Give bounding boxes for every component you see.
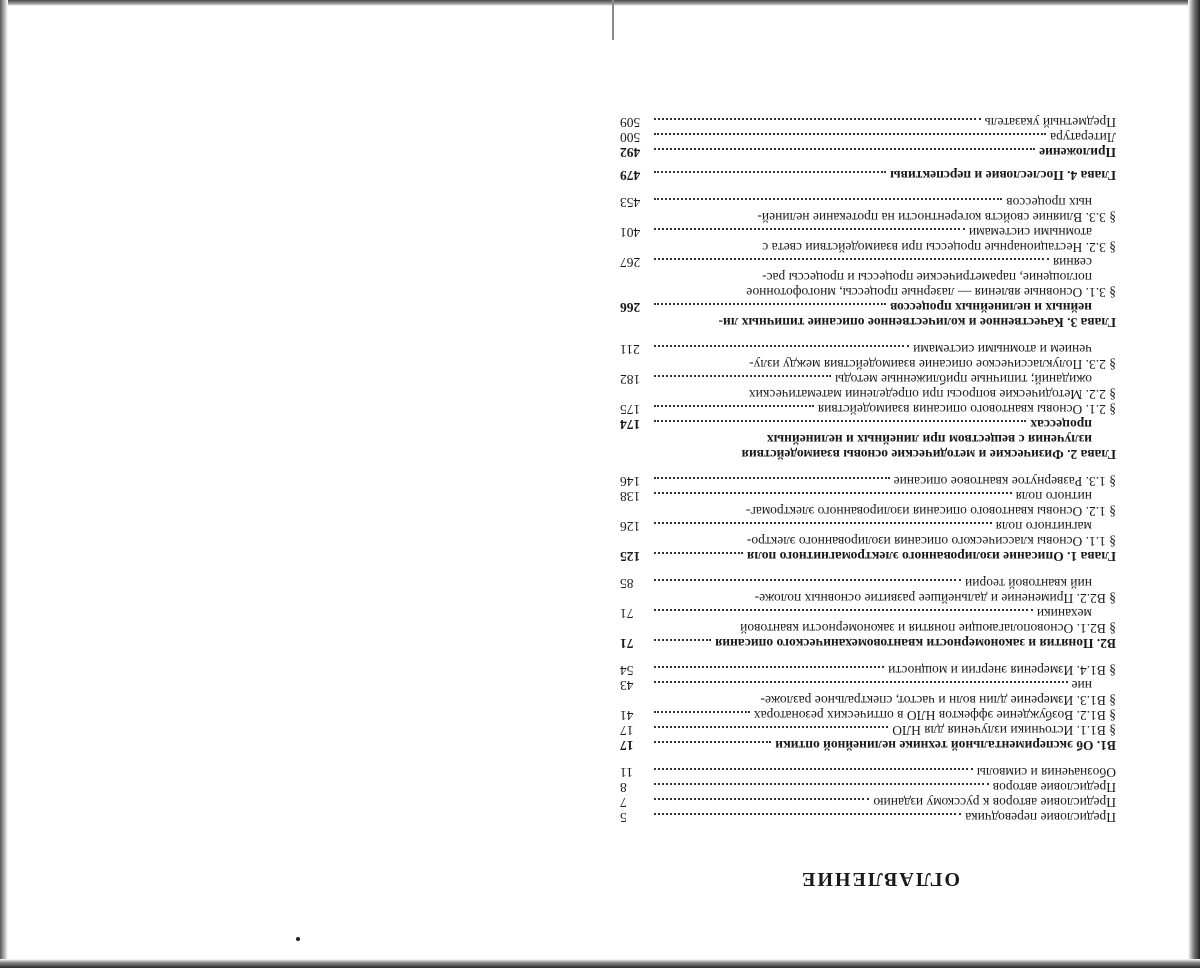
toc-entry xyxy=(620,489,1116,519)
toc-entry-continuation: атомными системами xyxy=(968,225,1092,240)
toc-entry-label: § В1.4. Измерения энергии и мощности xyxy=(888,663,1116,678)
toc-entry-page: 5 xyxy=(620,810,627,825)
toc-entry-continuation: процессах xyxy=(1030,417,1092,432)
toc-entry-continuation: магнитного поля xyxy=(995,519,1092,534)
toc-entry xyxy=(620,342,1116,372)
toc-entry-continuation: ожиданий; типичные приближенные методы xyxy=(835,372,1092,387)
leader-dots xyxy=(654,798,869,800)
leader-dots xyxy=(654,609,1033,611)
toc-entry xyxy=(620,130,1116,145)
leader-dots xyxy=(654,303,886,305)
toc-entry xyxy=(620,474,1116,489)
toc-entry-page: 479 xyxy=(620,168,641,183)
toc-spacer xyxy=(620,160,1116,168)
toc-entry-page: 267 xyxy=(620,255,641,270)
leader-dots xyxy=(654,171,886,173)
toc-entry-continuation: излучения с веществом при линейных и нелинейных xyxy=(766,432,1092,447)
toc-entry xyxy=(620,372,1116,402)
toc-entry-continuation: сеяния xyxy=(1052,255,1092,270)
toc-entry-label: В1. Об экспериментальной технике нелинейной оптики xyxy=(775,738,1116,753)
scan-edge-right xyxy=(1188,0,1200,968)
toc-entry xyxy=(620,678,1116,708)
leader-dots xyxy=(654,522,992,524)
toc-entry-label: § 1.3. Развернутое квантовое описание xyxy=(893,474,1116,489)
toc-entry-page: 8 xyxy=(620,780,627,795)
leader-dots xyxy=(654,492,1012,494)
toc-entry-label: Литература xyxy=(1050,130,1116,145)
toc-entry xyxy=(620,195,1116,225)
toc-spacer xyxy=(620,564,1116,576)
toc-entry-page: 71 xyxy=(620,606,634,621)
toc-entry-label: Предметный указатель xyxy=(984,115,1116,130)
toc-entry-continuation: поглощение, параметрические процессы и процессы рас- xyxy=(762,270,1092,285)
leader-dots xyxy=(654,681,1068,683)
toc-spacer xyxy=(620,330,1116,342)
toc-entry-page: 453 xyxy=(620,195,641,210)
toc-entry-label: § 2.1. Основы квантового описания взаимодействия xyxy=(817,402,1116,417)
toc-entry-page: 182 xyxy=(620,372,641,387)
toc-entry-page: 7 xyxy=(620,795,627,810)
toc-entry-label: Глава 1. Описание изолированного электромагнитного поля xyxy=(746,549,1116,564)
toc-entry xyxy=(620,636,1116,651)
toc-entry-page: 125 xyxy=(620,549,641,564)
scan-edge-bottom xyxy=(0,959,1200,968)
toc-entry xyxy=(620,519,1116,549)
toc-entry-label: § 3.1. Основные явления — лазерные процессы, многофотонное xyxy=(746,285,1116,300)
toc-entry-label: § В2.1. Основополагающие понятия и закономерности квантовой xyxy=(740,621,1116,636)
toc-entry-label: Глава 3. Качественное и количественное описание типичных ли- xyxy=(718,315,1116,330)
leader-dots xyxy=(654,726,888,728)
toc-entry-page: 43 xyxy=(620,678,634,693)
toc-spacer xyxy=(620,183,1116,195)
leader-dots xyxy=(654,813,961,815)
toc-entry-label: § В2.2. Применение и дальнейшее развитие основных положе- xyxy=(754,591,1116,606)
leader-dots xyxy=(654,741,771,743)
toc-entry xyxy=(620,255,1116,300)
toc-entry xyxy=(620,168,1116,183)
toc-entry-page: 492 xyxy=(620,145,641,160)
toc-entry-continuation: ние xyxy=(1071,678,1092,693)
toc-entry-page: 85 xyxy=(620,576,634,591)
toc-entry-page: 174 xyxy=(620,417,641,432)
toc-entry xyxy=(620,300,1116,330)
scan-edge-left xyxy=(0,0,8,968)
toc-entry xyxy=(620,810,1116,825)
leader-dots xyxy=(654,420,1026,422)
toc-entry-page: 71 xyxy=(620,636,634,651)
toc-entry-label: В2. Понятия и закономерности квантовомеханического описания xyxy=(715,636,1116,651)
toc-entry-label: Глава 2. Физические и методические основы взаимодействия xyxy=(741,447,1116,462)
leader-dots xyxy=(654,405,814,407)
toc-entry-page: 500 xyxy=(620,130,641,145)
leader-dots xyxy=(654,375,831,377)
toc-entry-page: 509 xyxy=(620,115,641,130)
toc-page xyxy=(600,40,1160,920)
toc-entry-page: 211 xyxy=(620,342,640,357)
toc-entry xyxy=(620,402,1116,417)
toc-entry xyxy=(620,225,1116,255)
toc-entry-label: § 1.1. Основы классического описания изолированного электро- xyxy=(746,534,1116,549)
toc-entry-continuation: нейных и нелинейных процессов xyxy=(890,300,1092,315)
toc-entry-page: 11 xyxy=(620,765,633,780)
toc-entry-continuation: чением и атомными системами xyxy=(913,342,1092,357)
toc-entry-page: 138 xyxy=(620,489,641,504)
toc-entry-page: 41 xyxy=(620,708,634,723)
toc-entry-label: Предисловие авторов к русскому изданию xyxy=(873,795,1116,810)
leader-dots xyxy=(654,118,981,120)
toc-entry-page: 175 xyxy=(620,402,641,417)
toc-entry-label: § В1.1. Источники излучения для НЛО xyxy=(892,723,1116,738)
toc-entry xyxy=(620,765,1116,780)
leader-dots xyxy=(654,783,989,785)
leader-dots xyxy=(654,666,884,668)
leader-dots xyxy=(654,133,1046,135)
page-heading: ОГЛАВЛЕНИЕ xyxy=(800,868,960,890)
toc-entry-continuation: ний квантовой теории xyxy=(965,576,1092,591)
leader-dots xyxy=(654,579,961,581)
toc-entry-continuation: нитного поля xyxy=(1015,489,1092,504)
toc-entry-label: § 3.2. Нестационарные процессы при взаимодействии света с xyxy=(762,240,1116,255)
scan-speck xyxy=(296,937,300,941)
leader-dots xyxy=(654,345,909,347)
toc-entry-continuation: механики xyxy=(1036,606,1092,621)
leader-dots xyxy=(654,228,965,230)
toc-entry xyxy=(620,738,1116,753)
leader-dots xyxy=(654,711,750,713)
toc-entry-label: § В1.2. Возбуждение эффектов НЛО в оптических резонаторах xyxy=(753,708,1116,723)
leader-dots xyxy=(654,639,711,641)
toc-entry-page: 146 xyxy=(620,474,641,489)
book-gutter xyxy=(612,0,614,40)
toc-entry-page: 17 xyxy=(620,738,634,753)
toc-entry-page: 54 xyxy=(620,663,634,678)
toc-entry xyxy=(620,780,1116,795)
toc-entry xyxy=(620,708,1116,723)
toc-entry xyxy=(620,663,1116,678)
toc-spacer xyxy=(620,651,1116,663)
toc-spacer xyxy=(620,462,1116,474)
toc-entry xyxy=(620,417,1116,462)
toc-entry xyxy=(620,145,1116,160)
toc-entry-label: § 1.2. Основы квантового описания изолированного электромаг- xyxy=(745,504,1116,519)
toc-entry-label: § 2.2. Методические вопросы при определении математических xyxy=(748,387,1116,402)
toc-entry xyxy=(620,115,1116,130)
toc-entry-continuation: ных процессов xyxy=(1006,195,1092,210)
leader-dots xyxy=(654,258,1049,260)
leader-dots xyxy=(654,477,890,479)
leader-dots xyxy=(654,198,1002,200)
toc-entry-label: Предисловие авторов xyxy=(992,780,1116,795)
toc-entry-label: § В1.3. Измерение длин волн и частот, спектральное разложе- xyxy=(760,693,1116,708)
toc-entry xyxy=(620,576,1116,606)
toc-entry-page: 401 xyxy=(620,225,641,240)
toc-entry-page: 17 xyxy=(620,723,634,738)
toc-entry xyxy=(620,723,1116,738)
leader-dots xyxy=(654,148,1035,150)
leader-dots xyxy=(654,552,743,554)
toc-entry-label: § 3.3. Влияние свойств когерентности на протекание нелиней- xyxy=(757,210,1116,225)
toc-entry xyxy=(620,606,1116,636)
toc-spacer xyxy=(620,753,1116,765)
toc-entry xyxy=(620,549,1116,564)
toc-entry-page: 126 xyxy=(620,519,641,534)
toc-list xyxy=(620,115,1116,825)
toc-entry-label: Предисловие переводчика xyxy=(965,810,1116,825)
scan-edge-top xyxy=(0,0,1200,6)
toc-entry-label: § 2.3. Полуклассическое описание взаимодействия между излу- xyxy=(749,357,1116,372)
toc-entry-page: 266 xyxy=(620,300,641,315)
toc-entry-label: Глава 4. Послесловие и перспективы xyxy=(890,168,1116,183)
toc-entry xyxy=(620,795,1116,810)
leader-dots xyxy=(654,768,973,770)
toc-entry-label: Обозначения и символы xyxy=(976,765,1116,780)
toc-entry-label: Приложение xyxy=(1039,145,1116,160)
